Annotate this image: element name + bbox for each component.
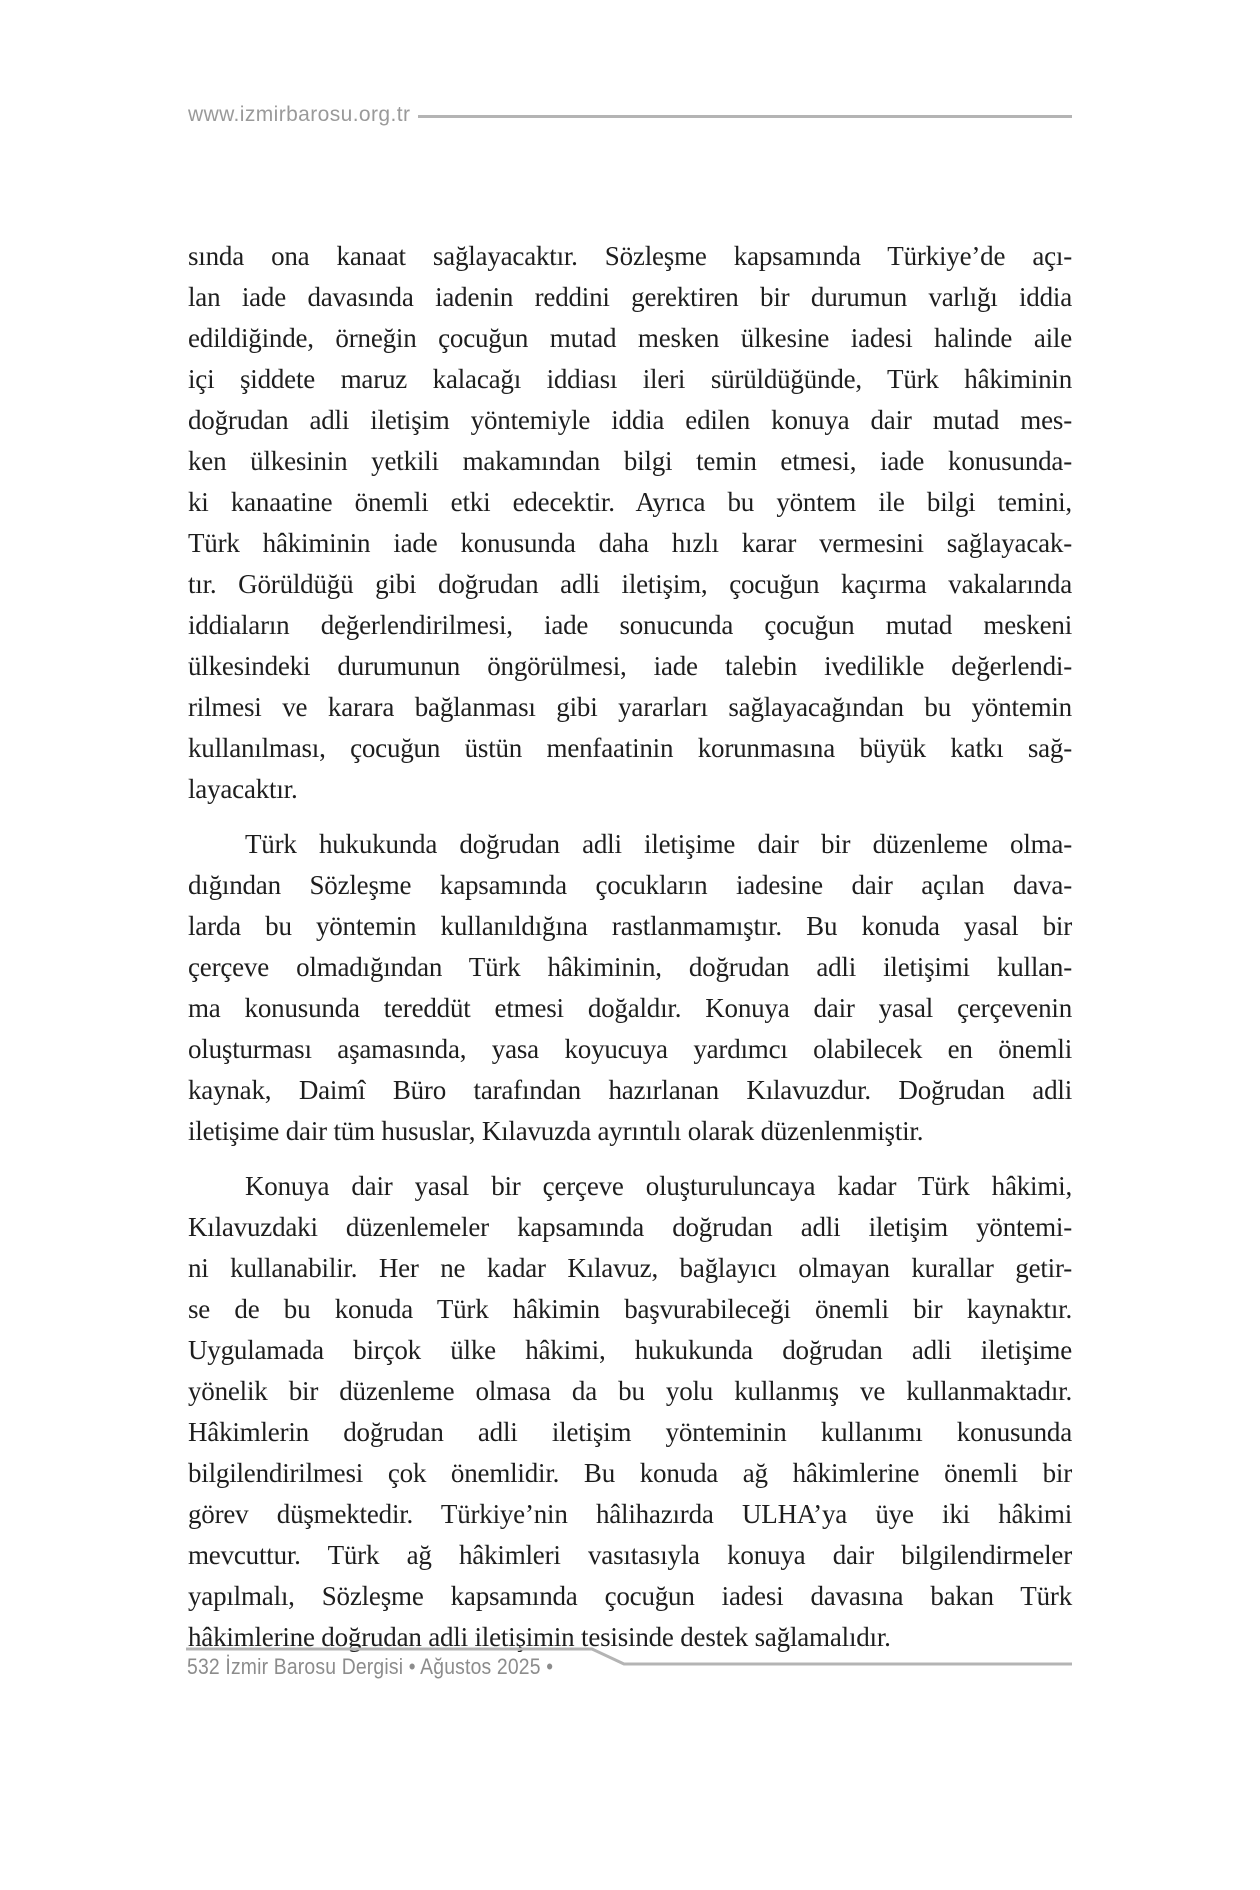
text-line: görev düşmektedir. Türkiye’nin hâlihazırda ULHA’ya üye iki hâkimi [188, 1499, 1072, 1529]
text-line: yapılmalı, Sözleşme kapsamında çocuğun iadesi davasına bakan Türk [188, 1581, 1072, 1611]
website-url: www.izmirbarosu.org.tr [188, 103, 411, 126]
text-line: rilmesi ve karara bağlanması gibi yararları sağlayacağından bu yöntemin [188, 692, 1072, 722]
text-line: ki kanaatine önemli etki edecektir. Ayrıca bu yöntem ile bilgi temini, [188, 487, 1072, 517]
text-line: Türk hâkiminin iade konusunda daha hızlı karar vermesini sağlayacak- [188, 528, 1072, 558]
text-line: lan iade davasında iadenin reddini gerektiren bir durumun varlığı iddia [188, 282, 1072, 312]
page-footer-text: 532 İzmir Barosu Dergisi • Ağustos 2025 • [187, 1654, 554, 1679]
text-line: kaynak, Daimî Büro tarafından hazırlanan Kılavuzdur. Doğrudan adli [188, 1075, 1072, 1105]
text-line: doğrudan adli iletişim yöntemiyle iddia edilen konuya dair mutad mes- [188, 405, 1072, 435]
text-line: sında ona kanaat sağlayacaktır. Sözleşme kapsamında Türkiye’de açı- [188, 241, 1072, 271]
text-line: dığından Sözleşme kapsamında çocukların iadesine dair açılan dava- [188, 870, 1072, 900]
paragraph [188, 824, 1072, 1152]
text-line: bilgilendirilmesi çok önemlidir. Bu konuda ağ hâkimlerine önemli bir [188, 1458, 1072, 1488]
text-line: iletişime dair tüm hususlar, Kılavuzda ayrıntılı olarak düzenlenmiştir. [188, 1116, 924, 1146]
paragraph [188, 1166, 1072, 1658]
text-line: Kılavuzdaki düzenlemeler kapsamında doğrudan adli iletişim yöntemi- [188, 1212, 1072, 1242]
text-line: edildiğinde, örneğin çocuğun mutad mesken ülkesine iadesi halinde aile [188, 323, 1072, 353]
text-line: mevcuttur. Türk ağ hâkimleri vasıtasıyla konuya dair bilgilendirmeler [188, 1540, 1072, 1570]
text-line: çerçeve olmadığından Türk hâkiminin, doğrudan adli iletişimi kullan- [188, 952, 1072, 982]
article-body [188, 236, 1072, 1658]
header-rule [418, 115, 1072, 118]
text-line: hâkimlerine doğrudan adli iletişimin tesisinde destek sağlamalıdır. [188, 1622, 891, 1652]
text-line: Hâkimlerin doğrudan adli iletişim yönteminin kullanımı konusunda [188, 1417, 1072, 1447]
text-line: tır. Görüldüğü gibi doğrudan adli iletişim, çocuğun kaçırma vakalarında [188, 569, 1072, 599]
text-line: ülkesindeki durumunun öngörülmesi, iade talebin ivedilikle değerlendi- [188, 651, 1072, 681]
text-line: kullanılması, çocuğun üstün menfaatinin korunmasına büyük katkı sağ- [188, 733, 1072, 763]
text-line: layacaktır. [188, 774, 298, 804]
text-line: se de bu konuda Türk hâkimin başvurabileceği önemli bir kaynaktır. [188, 1294, 1072, 1324]
text-line: larda bu yöntemin kullanıldığına rastlanmamıştır. Bu konuda yasal bir [188, 911, 1072, 941]
text-line: ken ülkesinin yetkili makamından bilgi temin etmesi, iade konusunda- [188, 446, 1072, 476]
text-line: yönelik bir düzenleme olmasa da bu yolu kullanmış ve kullanmaktadır. [188, 1376, 1072, 1406]
paragraph [188, 236, 1072, 810]
text-line: ni kullanabilir. Her ne kadar Kılavuz, bağlayıcı olmayan kurallar getir- [188, 1253, 1072, 1283]
text-line: oluşturması aşamasında, yasa koyucuya yardımcı olabilecek en önemli [188, 1034, 1072, 1064]
text-line: Konuya dair yasal bir çerçeve oluşturuluncaya kadar Türk hâkimi, [245, 1171, 1072, 1201]
text-line: iddiaların değerlendirilmesi, iade sonucunda çocuğun mutad meskeni [188, 610, 1072, 640]
text-line: içi şiddete maruz kalacağı iddiası ileri sürüldüğünde, Türk hâkiminin [188, 364, 1072, 394]
text-line: Türk hukukunda doğrudan adli iletişime dair bir düzenleme olma- [245, 829, 1072, 859]
text-line: ma konusunda tereddüt etmesi doğaldır. Konuya dair yasal çerçevenin [188, 993, 1072, 1023]
page-header [188, 103, 1072, 127]
text-line: Uygulamada birçok ülke hâkimi, hukukunda doğrudan adli iletişime [188, 1335, 1072, 1365]
